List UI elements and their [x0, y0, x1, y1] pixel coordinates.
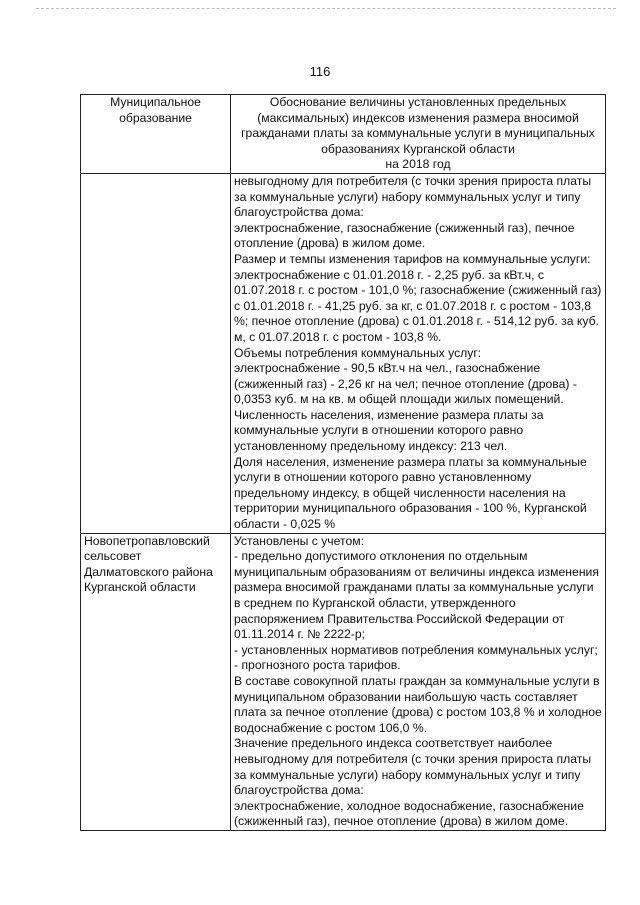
- table-row: [81, 533, 606, 830]
- row-line: невыгодному для потребителя (с точки зрения прироста платы за коммунальные услуги) набору коммунальных услуг и типу благоустройства дома:: [234, 173, 592, 220]
- row-line: электроснабжение - 90,5 кВт.ч на чел., газоснабжение (сжиженный газ) - 2,26 кг на чел; печное отопление (дрова) - 0,0353 куб. м на кв. м общей площади жилых помещений.: [234, 361, 577, 407]
- row-line: В составе совокупной платы граждан за коммунальные услуги в муниципальном образовании наибольшую часть составляет плата за печное отопление (дрова) с ростом 103,8 % и холодное водоснабжение с ростом 106,0 %.: [234, 673, 602, 735]
- scan-edge-line: [36, 8, 616, 9]
- table-header-row: [81, 95, 606, 174]
- row-line: электроснабжение, холодное водоснабжение, газоснабжение (сжиженный газ), печное отопление (дрова) в жилом доме.: [234, 798, 584, 829]
- indices-table: [80, 94, 606, 831]
- row-line: - предельно допустимого отклонения по отдельным муниципальным образованиям от величины индекса изменения размера вносимой гражданами платы за коммунальные услуги в среднем по Курганской области, утвержденного распоряжением Правительства Российской Федерации от 01.11.2014 г. № 2222-р;: [234, 549, 599, 642]
- row-line: Объемы потребления коммунальных услуг:: [234, 345, 482, 360]
- row-justification: [231, 173, 606, 533]
- header-municipality: Муниципальное образование: [81, 95, 231, 174]
- header-justification: [231, 95, 606, 174]
- row-line: Установлены с учетом:: [234, 533, 364, 548]
- row-justification: [231, 533, 606, 830]
- row-line: - установленных нормативов потребления коммунальных услуг;: [234, 642, 598, 657]
- row-line: Численность населения, изменение размера платы за коммунальные услуги в отношении которого равно установленному предельному индексу: 213 чел.: [234, 407, 544, 454]
- row-municipality: [81, 173, 231, 533]
- header-year: на 2018 год: [385, 157, 451, 172]
- page-number: 116: [309, 64, 331, 79]
- table-row: [81, 173, 606, 533]
- row-line: Размер и темпы изменения тарифов на коммунальные услуги:: [234, 251, 591, 266]
- row-municipality: Новопетропавловский сельсовет Далматовского района Курганской области: [81, 533, 231, 830]
- header-justification-text: Обоснование величины установленных предельных (максимальных) индексов изменения размера вносимой гражданами платы за коммунальные услуги в муниципальных образованиях Курганской области: [241, 95, 595, 156]
- row-line: электроснабжение, газоснабжение (сжиженный газ), печное отопление (дрова) в жилом доме.: [234, 220, 575, 251]
- row-line: Доля населения, изменение размера платы за коммунальные услуги в отношении которого равно установленному предельному индексу, в общей численности населения на территории муниципального образования - 100 %, Курганской области - 0,025 %: [234, 454, 587, 532]
- row-line: - прогнозного роста тарифов.: [234, 658, 401, 673]
- row-line: электроснабжение с 01.01.2018 г. - 2,25 руб. за кВт.ч, с 01.07.2018 г. с ростом - 101,0 %; газоснабжение (сжиженный газ) с 01.01.2018 г. - 41,25 руб. за кг, с 01.07.2018 г. с ростом - 103,8 %; печное отопление (дрова) с 01.01.2018 г. - 514,12 руб. за куб. м, с 01.07.2018 г. с ростом - 103,8 %.: [234, 267, 602, 344]
- row-line: Значение предельного индекса соответствует наиболее невыгодному для потребителя (с точки зрения прироста платы за коммунальные услуги) набору коммунальных услуг и типу благоустройства дома:: [234, 736, 592, 798]
